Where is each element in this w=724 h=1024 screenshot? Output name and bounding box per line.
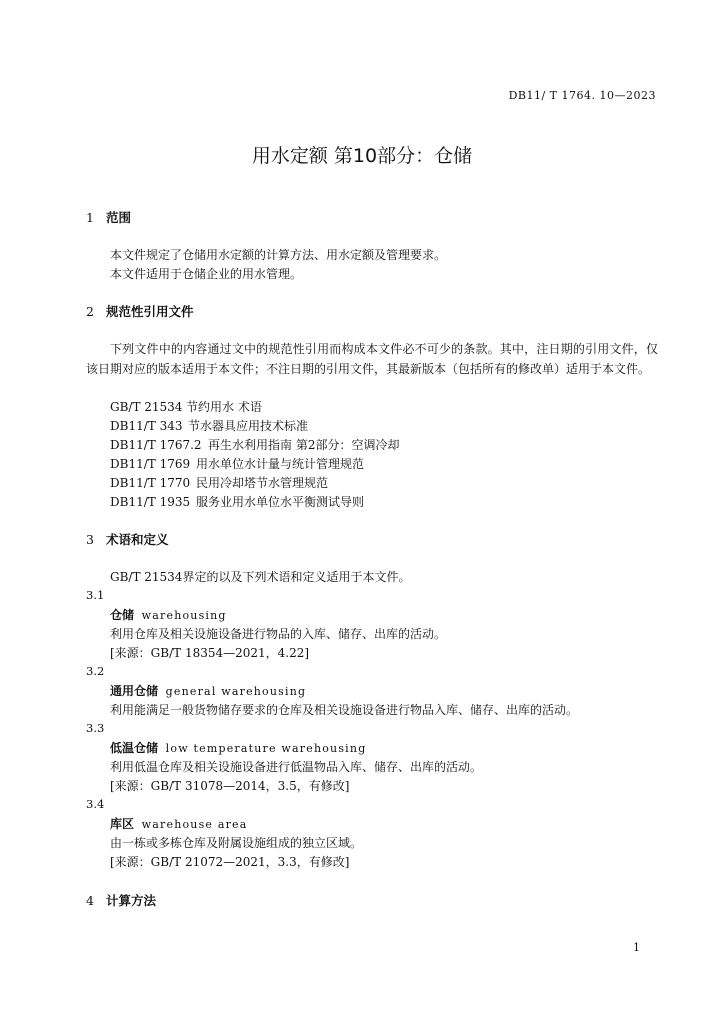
reference-item (110, 398, 262, 415)
section-number: 2 (86, 304, 94, 319)
section-heading-scope (86, 208, 131, 226)
section-title: 规范性引用文件 (106, 304, 194, 319)
section-heading-normative-references (86, 302, 194, 320)
section-heading-calculation-method (86, 891, 156, 909)
section-title: 范围 (106, 210, 132, 225)
term-entry (110, 739, 366, 756)
term-source: [来源：GB/T 18354—2021，4.22] (110, 646, 310, 660)
term-chinese: 通用仓储 (110, 684, 159, 698)
reference-title: 民用冷却塔节水管理规范 (196, 476, 329, 490)
section-number: 1 (86, 210, 94, 225)
term-source: [来源：GB/T 21072—2021，3.3，有修改] (110, 855, 350, 869)
paragraph: 本文件适用于仓储企业的用水管理。 (110, 267, 303, 281)
section-heading-terms-definitions (86, 530, 169, 548)
paragraph: 本文件规定了仓储用水定额的计算方法、用水定额及管理要求。 (110, 248, 447, 262)
section-number: 4 (86, 893, 94, 908)
term-definition: 利用仓库及相关设施设备进行物品的入库、储存、出库的活动。 (110, 627, 447, 641)
reference-item (110, 455, 364, 472)
term-entry (110, 682, 306, 699)
reference-code: DB11/T 1770 (110, 476, 191, 490)
term-number: 3.3 (86, 721, 105, 735)
reference-code: DB11/T 343 (110, 419, 183, 433)
term-entry (110, 815, 248, 832)
term-source: [来源：GB/T 31078—2014，3.5，有修改] (110, 779, 350, 793)
term-number: 3.2 (86, 664, 105, 678)
term-english: general warehousing (165, 685, 307, 698)
term-entry (110, 606, 227, 623)
term-definition: 利用能满足一般货物储存要求的仓库及相关设施设备进行物品入库、储存、出库的活动。 (110, 703, 579, 717)
paragraph: GB/T 21534界定的以及下列术语和定义适用于本文件。 (110, 570, 411, 584)
reference-item (110, 436, 399, 453)
section-number: 3 (86, 532, 94, 547)
term-definition: 由一栋或多栋仓库及附属设施组成的独立区域。 (110, 836, 363, 850)
reference-code: GB/T 21534 (110, 400, 183, 414)
term-number: 3.1 (86, 588, 105, 602)
reference-title: 用水单位水计量与统计管理规范 (196, 457, 365, 471)
term-chinese: 低温仓储 (110, 741, 159, 755)
term-english: low temperature warehousing (165, 742, 367, 755)
document-title: 用水定额 第10部分：仓储 (251, 145, 473, 167)
reference-title: 节水器具应用技术标准 (188, 419, 309, 433)
reference-item (110, 493, 364, 510)
reference-code: DB11/T 1935 (110, 495, 191, 509)
reference-title: 节约用水 术语 (186, 400, 262, 414)
term-number: 3.4 (86, 797, 105, 811)
term-definition: 利用低温仓库及相关设施设备进行低温物品入库、储存、出库的活动。 (110, 760, 483, 774)
page-number: 1 (633, 941, 640, 954)
reference-title: 再生水利用指南 第2部分：空调冷却 (208, 438, 400, 452)
paragraph: 下列文件中的内容通过文中的规范性引用而构成本文件必不可少的条款。其中，注日期的引用文件，仅该日期对应的版本适用于本文件；不注日期的引用文件，其最新版本（包括所有的修改单）适用于本文件。 (86, 342, 658, 376)
reference-item (110, 474, 328, 491)
term-chinese: 库区 (110, 817, 135, 831)
reference-code: DB11/T 1767.2 (110, 438, 202, 452)
term-english: warehousing (141, 609, 227, 622)
reference-title: 服务业用水单位水平衡测试导则 (196, 495, 365, 509)
term-english: warehouse area (141, 818, 248, 831)
section-title: 计算方法 (106, 893, 157, 908)
reference-item (110, 417, 308, 434)
standard-number: DB11/ T 1764. 10—2023 (508, 89, 656, 102)
term-chinese: 仓储 (110, 608, 135, 622)
reference-code: DB11/T 1769 (110, 457, 191, 471)
section-title: 术语和定义 (106, 532, 169, 547)
